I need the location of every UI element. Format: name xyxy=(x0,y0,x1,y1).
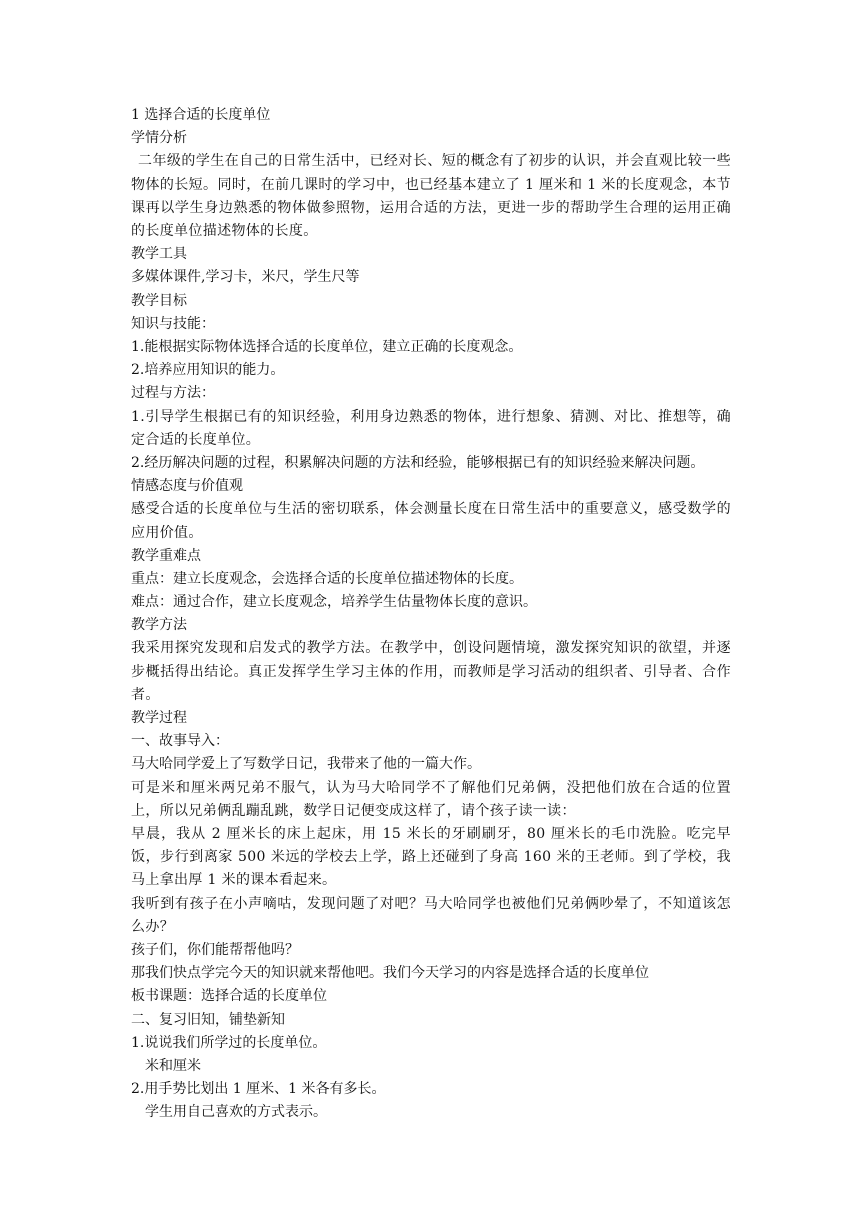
tools-text: 多媒体课件,学习卡，米尺，学生尺等 xyxy=(131,269,360,286)
step2-answer-1: 米和厘米 xyxy=(145,1057,201,1074)
step1-paragraph-6: 那我们快点学完今天的知识就来帮他吧。我们今天学习的内容是选择合适的长度单位 xyxy=(131,965,649,982)
step1-paragraph-3: 早晨，我从 2 厘米长的床上起床，用 15 米长的牙刷刷牙，80 厘米长的毛巾洗脸。吃完早饭，步行到离家 500 米远的学校去上学，路上还碰到了身高 160 米的王老师。到了学校，我马上拿出厚 1 米的课本看起来。 xyxy=(131,826,731,889)
section-heading-tools: 教学工具 xyxy=(131,246,187,263)
step1-paragraph-4: 我听到有孩子在小声嘀咕，发现问题了对吧？马大哈同学也被他们兄弟俩吵晕了，不知道该怎么办？ xyxy=(131,895,731,935)
keypoint-focus: 重点：建立长度观念，会选择合适的长度单位描述物体的长度。 xyxy=(131,570,523,587)
goal-emotion-title: 情感态度与价值观 xyxy=(131,478,243,495)
method-paragraph: 我采用探究发现和启发式的教学方法。在教学中，创设问题情境，激发探究知识的欲望，并逐步概括得出结论。真正发挥学生学习主体的作用，而教师是学习活动的组织者、引导者、合作者。 xyxy=(131,640,731,703)
step1-paragraph-1: 马大哈同学爱上了写数学日记，我带来了他的一篇大作。 xyxy=(131,756,481,773)
step1-paragraph-2: 可是米和厘米两兄弟不服气，认为马大哈同学不了解他们兄弟俩，没把他们放在合适的位置上，所以兄弟俩乱蹦乱跳，数学日记便变成这样了，请个孩子读一读： xyxy=(131,779,731,819)
keypoint-difficulty: 难点：通过合作，建立长度观念，培养学生估量物体长度的意识。 xyxy=(131,594,537,611)
section-heading-keypoints: 教学重难点 xyxy=(131,547,201,564)
step1-paragraph-5: 孩子们，你们能帮帮他吗？ xyxy=(131,942,299,959)
section-heading-goals: 教学目标 xyxy=(131,292,187,309)
section-heading-analysis: 学情分析 xyxy=(131,130,187,147)
goal-process-item-1: 1.引导学生根据已有的知识经验，利用身边熟悉的物体，进行想象、猜测、对比、推想等，确定合适的长度单位。 xyxy=(131,408,731,448)
step2-title: 二、复习旧知，铺垫新知 xyxy=(131,1011,285,1028)
section-heading-method: 教学方法 xyxy=(131,617,187,634)
step1-paragraph-7: 板书课题：选择合适的长度单位 xyxy=(131,988,327,1005)
step2-question-1: 1.说说我们所学过的长度单位。 xyxy=(131,1034,327,1051)
goal-knowledge-title: 知识与技能： xyxy=(131,315,215,332)
step2-question-2: 2.用手势比划出 1 厘米、1 米各有多长。 xyxy=(131,1081,386,1098)
section-heading-process: 教学过程 xyxy=(131,710,187,727)
goal-knowledge-item-1: 1.能根据实际物体选择合适的长度单位，建立正确的长度观念。 xyxy=(131,338,523,355)
step1-title: 一、故事导入： xyxy=(131,733,229,750)
goal-process-title: 过程与方法： xyxy=(131,385,215,402)
document-title: 1 选择合适的长度单位 xyxy=(131,107,271,123)
analysis-paragraph: 二年级的学生在自己的日常生活中，已经对长、短的概念有了初步的认识，并会直观比较一些物体的长短。同时，在前几课时的学习中，也已经基本建立了 1 厘米和 1 米的长度观念，本节课再以学生身边熟悉的物体做参照物，运用合适的方法，更进一步的帮助学生合理的运用正确的长度单位描述物体的长度。 xyxy=(131,153,731,239)
document-page xyxy=(131,104,731,1125)
goal-knowledge-item-2: 2.培养应用知识的能力。 xyxy=(131,362,285,379)
goal-emotion-text: 感受合适的长度单位与生活的密切联系，体会测量长度在日常生活中的重要意义，感受数学的应用价值。 xyxy=(131,501,731,541)
goal-process-item-2: 2.经历解决问题的过程，积累解决问题的方法和经验，能够根据已有的知识经验来解决问题。 xyxy=(131,454,705,471)
step2-answer-2: 学生用自己喜欢的方式表示。 xyxy=(145,1104,327,1121)
